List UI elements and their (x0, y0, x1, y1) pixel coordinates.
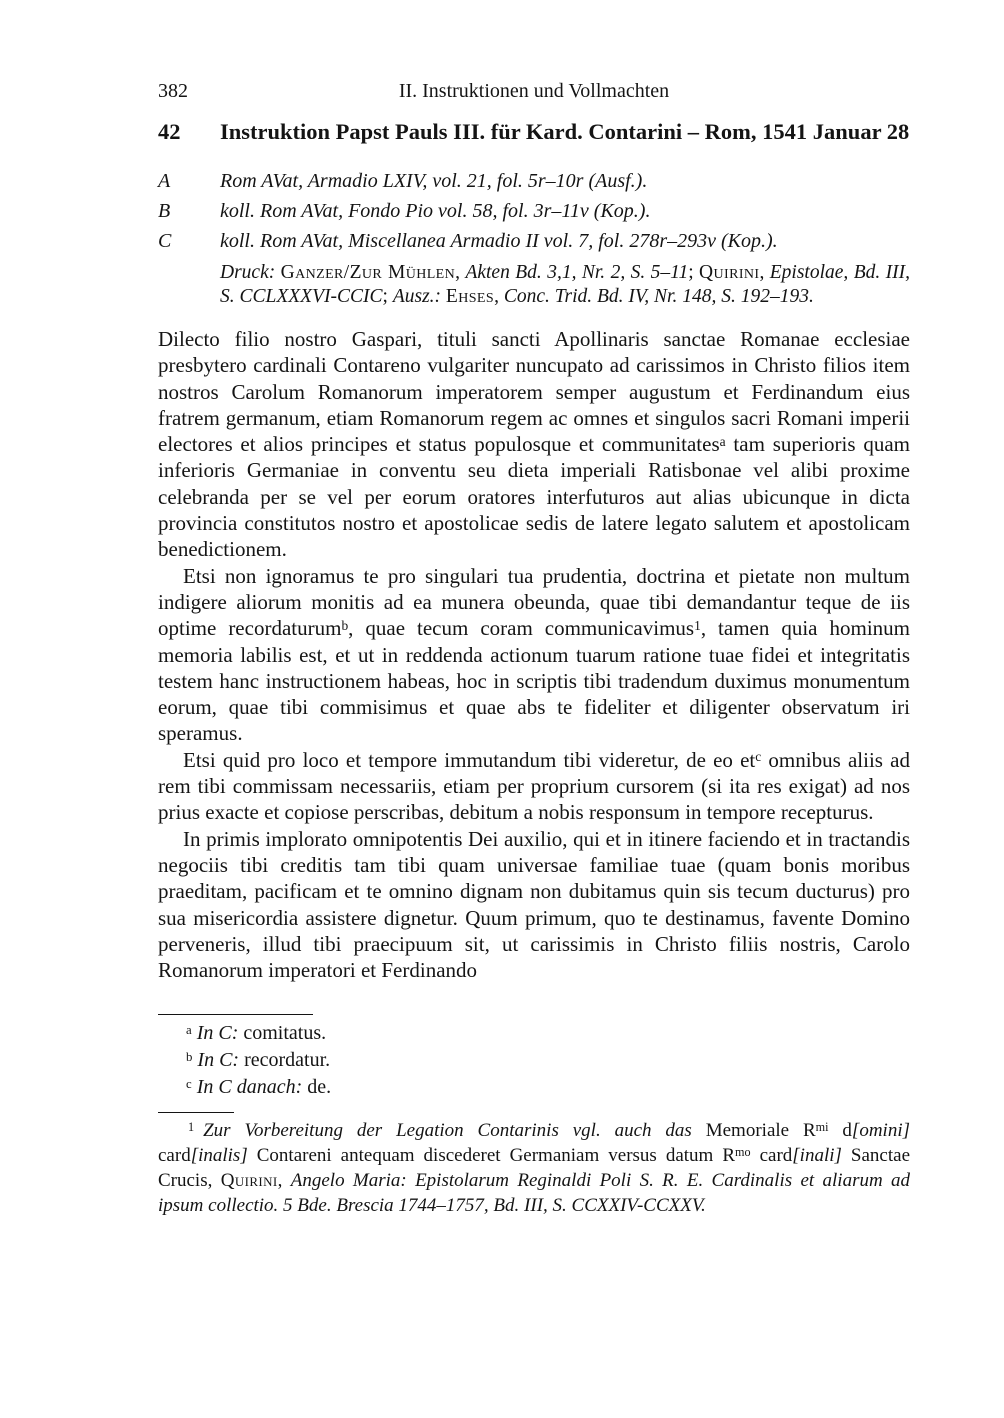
variant-note-c (158, 1074, 910, 1101)
text-segment: Angelo Maria: Epistolarum Reginaldi Poli S. R. E. Cardinalis et aliarum ad ipsum collectio. 5 Bde. Brescia 1744–1757, Bd. III, S. CCXXIV-CCXXV. (158, 1170, 911, 1217)
note-text (197, 1022, 326, 1044)
text-segment: , (277, 1170, 291, 1192)
text-segment: b (341, 617, 349, 633)
text-segment: Ganzer/Zur Mühlen (280, 262, 456, 283)
text-segment: Conc. Trid. Bd. IV, Nr. 148, S. 192–193. (503, 286, 814, 307)
text-segment: Contareni antequam discederet Germaniam versus datum R (247, 1145, 736, 1167)
text-segment: ; (688, 262, 700, 283)
source-text: koll. Rom AVat, Miscellanea Armadio II vol. 7, fol. 278r–293v (Kop.). (220, 230, 778, 252)
text-segment: Sanctae Crucis, (158, 1145, 910, 1192)
text-segment: card (158, 1145, 191, 1167)
print-citation (220, 261, 910, 309)
text-segment: comitatus. (238, 1022, 327, 1045)
text-segment: , (494, 286, 504, 307)
note-marker: c (186, 1077, 192, 1092)
source-label: C (158, 230, 172, 252)
text-segment: , (759, 262, 770, 283)
note-marker: a (186, 1023, 192, 1038)
source-label: B (158, 200, 171, 222)
text-segment: omnibus aliis ad rem tibi commissam necessariis, etiam per proprium cursorem (si ita res exigat) ad nos prius exacte et copiose perscribas, debitum a nobis responsum in tempore recepturus. (158, 747, 910, 825)
text-segment: Etsi non ignoramus te pro singulari tua prudentia, doctrina et pietate non multum indigere aliorum monitis ad ea munera obeunda, quae tibi demandantur teque de iis optime recordaturum (158, 563, 910, 641)
text-segment: [inalis] (190, 1145, 248, 1167)
variant-note-b (158, 1047, 910, 1074)
text-segment: Druck: (220, 262, 281, 283)
paragraph-1 (158, 326, 910, 563)
paragraph-2 (158, 563, 910, 747)
note-marker: b (186, 1050, 193, 1065)
text-segment: In C: (197, 1049, 240, 1072)
paragraph-3 (158, 747, 910, 826)
note-text (197, 1049, 330, 1071)
text-block (158, 80, 910, 1218)
text-segment: de. (302, 1076, 332, 1099)
source-text: koll. Rom AVat, Fondo Pio vol. 58, fol. 3r–11v (Kop.). (220, 200, 651, 222)
source-text: Rom AVat, Armadio LXIV, vol. 21, fol. 5r–10r (Ausf.). (220, 170, 648, 192)
text-segment: [omini] (851, 1120, 910, 1142)
text-segment: tam superioris quam inferioris Germaniae in conventu seu dieta imperiali Ratisbonae vel alibi proxime celebranda per se vel per eorum oratores interfuturos aut alias ubicunque in dicta provincia constitutos nostro et apostolicae sedis de latere legato salutem et apostolicam benedictionem. (158, 432, 910, 562)
text-segment: d (828, 1120, 852, 1142)
variant-note-a (158, 1020, 910, 1047)
text-segment: Quirini (699, 262, 760, 283)
footnote-1 (158, 1118, 910, 1218)
text-segment: Memoriale R (705, 1120, 816, 1142)
main-text (158, 326, 910, 983)
source-row-c (158, 226, 910, 256)
footnote-marker: 1 (188, 1120, 195, 1135)
entry-title: Instruktion Papst Pauls III. für Kard. Contarini – Rom, 1541 Januar 28 (220, 119, 910, 144)
text-segment: a (719, 433, 726, 449)
source-row-b (158, 196, 910, 226)
text-segment: recordatur. (239, 1049, 331, 1072)
source-row-a (158, 166, 910, 196)
text-segment: , tamen quia hominum memoria labilis est, et ut in reddenda actionum tuarum ratione tuae fidei et integritatis testem hanc instructionem habeas, hoc in scriptis tibi tradendum duximus monumentum eorum, quae tibi commisimus et quae abs te fideliter et diligenter observatum iri speramus. (158, 616, 910, 746)
footnote-separator-rule (158, 1112, 234, 1113)
text-segment: Ehses (445, 286, 495, 307)
text-segment: Epistolae, Bd. III, S. CCLXXXVI-CCIC (220, 262, 911, 307)
text-segment: , quae tecum coram communicavimus (348, 616, 695, 641)
running-header (158, 80, 910, 106)
text-segment: c (755, 749, 762, 765)
page-number: 382 (158, 80, 188, 102)
footnote-text (158, 1120, 910, 1216)
text-segment: Akten Bd. 3,1, Nr. 2, S. 5–11 (465, 262, 689, 283)
text-segment: Zur Vorbereitung der Legation Contarinis vgl. auch das (203, 1120, 706, 1142)
text-segment: In C: (196, 1022, 239, 1045)
text-segment: card (750, 1145, 793, 1167)
source-label: A (158, 170, 171, 192)
source-list (158, 166, 910, 256)
running-head: II. Instruktionen und Vollmachten (398, 80, 670, 102)
text-segment: [inali] (792, 1145, 842, 1167)
paragraph-4 (158, 826, 910, 984)
text-segment: In primis implorato omnipotentis Dei auxilio, qui et in itinere faciendo et in tractandis negociis tibi creditis tam tibi quam universae familiae tuae (quam bonis moribus praeditam, pacificam et te omnino dignam non dubitamus quin sis tecum ducturus) pro sua misericordia assistere dignetur. Quum primum, quo te destinamus, favente Domino perveneris, illud tibi praecipuum sit, ut carissimis in Christo filiis nostris, Carolo Romanorum imperatori et Ferdinando (158, 826, 910, 983)
text-segment: ; (382, 286, 393, 307)
text-segment: Ausz.: (392, 286, 446, 307)
text-segment: Quirini (220, 1170, 278, 1192)
entry-number: 42 (158, 119, 181, 144)
text-segment: mi (815, 1120, 829, 1135)
text-segment: Dilecto filio nostro Gaspari, tituli sancti Apollinaris sanctae Romanae ecclesiae presbytero cardinali Contareno vulgariter nuncupato ad carissimos in Christo filios item nostros Carolum Romanorum imperatorem semper augustum et Ferdinandum eius fratrem germanum, etiam Romanorum regem ac omnes et singulos sacri Romani imperii electores et alios principes et status populosque et communitates (158, 327, 910, 457)
variant-notes (158, 1020, 910, 1101)
text-segment: In C danach: (196, 1076, 303, 1099)
entry-heading (158, 118, 910, 146)
variant-notes-separator-rule (158, 1014, 313, 1015)
text-segment: , (455, 262, 466, 283)
note-text (197, 1076, 331, 1098)
text-segment: mo (735, 1145, 751, 1160)
text-segment: Etsi quid pro loco et tempore immutandum tibi videretur, de eo et (183, 747, 756, 772)
text-segment: 1 (694, 617, 701, 633)
